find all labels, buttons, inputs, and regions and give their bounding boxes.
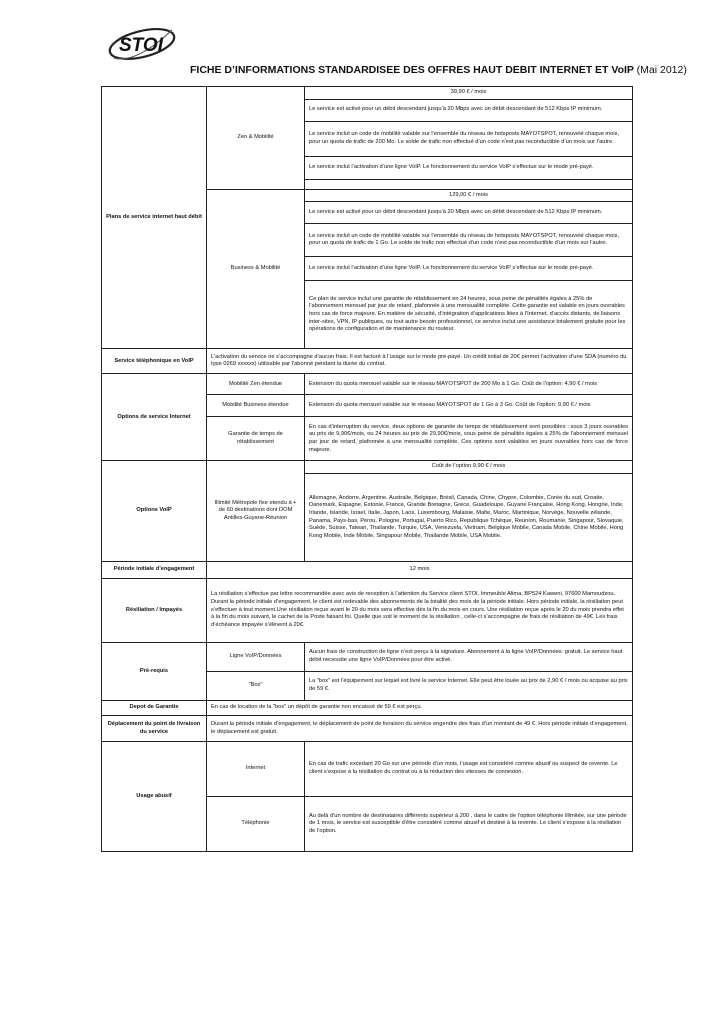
voip-service-label: Service téléphonique en VoIP [102, 349, 207, 374]
resiliation-text: La résiliation s’effectue par lettre recommandée avec avis de reception à l’attention du Service client STOI, Immeuble Alima, BP524 Kaweni, 97600 Mamoudzou. Durant la période initiale d’engagement, le client est redevable des abonnements de la totalité des mois de la période initiale. Hors période initiale, la résiliation peut s’effectuer à tout moment.Une résiliation reçue avant le 20 du mois sera effective dès la fin du mois en cours. Une résiliation reçue après le 20 du mois prendra effet à la fin du mois suivant, le cachet de la Poste faisant foi. Quelle que soit le moment de la résiliation , celle-ci s’accompagne de frais de résiliation de 49€. Les frais d’échéance impayée s’élèvent à 20€. [207, 579, 633, 643]
deplacement-text: Durant la période initiale d’engagement, le déplacement de point de livraison du service engendre des frais d’un montant de 49 €. Hors période initiale d’engagement, le déplacement est gratuit. [207, 716, 633, 742]
title-text: FICHE D’INFORMATIONS STANDARDISEE DES OFFRES HAUT DEBIT INTERNET ET VoIP [190, 64, 634, 76]
usage-internet-text: En cas de trafic excedant 20 Go sur une période d’un mois, l’usage est considéré comme abusif ou suspect de revente. Le client s’expose à la résiliation du contrat ou à la réduction des vitesses de connexion. [305, 742, 633, 797]
prerequis-label: Pré-requis [102, 643, 207, 701]
zen-row-mobility: Le service inclut un code de mobilité valable sur l’ensemble du réseau de hotsposts MAYOTSPOT, renouvelé chaque mois, pour un quota de trafic de 200 Mo. Le solde de trafic non effectué d’un code n’est pas reconductible d’un mois sur l’autre. [305, 121, 633, 156]
depot-label: Depot de Garantie [102, 701, 207, 716]
resiliation-label: Résiliation / Impayés [102, 579, 207, 643]
business-price: 129,00 € / mois [305, 189, 633, 202]
zen-row-voip: Le service inclut l’activation d’une ligne VoIP. Le fonctionnement du service VoIP s’effectue sur le mode pré-payé. [305, 156, 633, 179]
voip-destinations: Allemagne, Andorre, Argentine, Australie, Belgique, Brésil, Canada, Chine, Chypre, Colombie, Corée du sud, Croatie, Danemark, Espagne, Estonie, France, Grande Bretagne, Grece, Guadeloupe, Guyane Française, Hong Kong, Hongrie, Inde, Irlande, Islande, Israel, Italie, Japon, Laos, Luxembourg, Malaisie, Malte, Maroc, Martinique, Norvège, Nouvelle zélande, Panama, Pays-bas, Pérou, Pologne, Portugal, Puerto Rico, Republique Tchèque, Reunion, Roumanie, Singapour, Slovaquie, Suède, Suisse, Taiwan, Thailande, Turquie, USA, Venezuela, Vietnam, Belgique Mobile, Canada Mobile, Chine Mobile, Hong Kong Mobile, Inde Mobile, Singapour Mobile, Thailande Mobile, USA Mobile. [305, 474, 633, 562]
voip-options-label: Options VoIP [102, 461, 207, 562]
internet-options-label: Options de service Internet [102, 374, 207, 461]
voip-option-price: Coût de l’option 9,90 € / mois [305, 461, 633, 474]
option-guarantee-name: Garantie de temps de rétablissement [207, 417, 305, 461]
prerequis-box-name: "Box" [207, 672, 305, 701]
usage-phone-text: Au delà d’un nombre de destinataires différents supérieur à 200 , dans le cadre de l’option téléphonie illimitée, sur une période de 1 mois, le service est susceptible d’être considéré comme abusif et destiné à la revente. Le client s’expose à la résiliation de l’option. [305, 797, 633, 852]
plans-label: Plans de service internet haut débit [102, 87, 207, 349]
usage-internet-name: Internet [207, 742, 305, 797]
engagement-label: Période initiale d’engagement [102, 562, 207, 579]
voip-service-text: L’activation du service ne s’accompagne d’aucun frais. Il est facturé à l’usage sur le mode pré-payé. Un crédit initial de 20€ permet l’activation d’une SDA (numéro du type 0269 xxxxxx) utilisable par l’abonné pendant la durée du contrat. [207, 349, 633, 374]
prerequis-box-text: La "box" est l’équipement sur lequel est livré le service Internet. Elle peut être louée au prix de 2,90 € / mois ou acquise au prix de 59 €. [305, 672, 633, 701]
option-business-text: Extension du quota mensuel valable sur le réseau MAYOTSPOT de 1 Go à 3 Go. Coût de l’option: 9,90 € / mois [305, 395, 633, 417]
option-zen-text: Extension du quota mensuel valable sur le réseau MAYOTSPOT de 200 Mo à 1 Go. Coût de l’option: 4,90 € / mois [305, 374, 633, 395]
business-plan-name: Business & Mobilité [207, 189, 305, 349]
engagement-value: 12 mois [207, 562, 633, 579]
logo-text: STOI [119, 35, 163, 56]
zen-row-spacer [305, 179, 633, 189]
voip-option-name: Illimité Métropole fixe etendu à + de 60 destinations dont DOM Antilles-Guyane-Réunion [207, 461, 305, 562]
title-date: (Mai 2012) [636, 64, 687, 76]
zen-price: 39,90 € / mois [305, 87, 633, 100]
usage-label: Usage abusif [102, 742, 207, 852]
depot-text: En cas de location de la "box" un dépôt de garantie non encaissé de 59 € est perçu. [207, 701, 633, 716]
business-row-speed: Le service est activé pour un débit descendant jusqu’à 20 Mbps avec un débit descendant de 512 Kbps IP minimum. [305, 202, 633, 224]
zen-row-speed: Le service est activé pour un débit descendant jusqu’à 20 Mbps avec un débit descendant de 512 Kbps IP minimum. [305, 99, 633, 121]
option-business-name: Mobilité Business étendue [207, 395, 305, 417]
zen-plan-name: Zen & Mobilité [207, 87, 305, 190]
business-row-voip: Le service inclut l’activation d’une ligne VoIP. Le fonctionnement du service VoIP s’effectue sur le mode pré-payé. [305, 257, 633, 281]
business-row-guarantee: Ce plan de service inclut une garantie de rétablissement en 24 heures, sous peine de pénalités égales à 25% de l’abonnement mensuel par jour de retard, plafonnée à une mensualité complète. Cette garantie est valable en jours ouvrables hors cas de force majeure. En matière de sécurité, d’intégration d’applications liées à l’Internet, d’accès distants, de liaisons inter-sites, VPN, IP publiques, ou tout autre besoin professionnel, ce service inclut une assistance totalement gratuite pour les opérations de configuration et de maintenance du routeur. [305, 281, 633, 349]
option-guarantee-text: En cas d’interruption du service, deux options de garantie de temps de rétablissement sont possibles : sous 3 jours ouvrables au prix de 9,90€/mois, ou 24 heures au prix de 29,90€/mois, sous peine de pénalités égales à 25% de l’abonnement mensuel par jour de retard, plafonnée à une mensualité complète. Ces options sont valables en jours ouvrables hors cas de force majeure. [305, 417, 633, 461]
prerequis-line-name: Ligne VoIP/Données [207, 643, 305, 672]
offer-table [101, 86, 633, 852]
deplacement-label: Déplacement du point de livraison du service [102, 716, 207, 742]
business-row-mobility: Le service inclut un code de mobilité valable sur l’ensemble du réseau de hotsposts MAYOTSPOT, renouvelé chaque mois, pour un quota de trafic de 1 Go. Le solde de trafic non effectué d’un code n’est pas reconductible d’un mois sur l’autre. [305, 224, 633, 257]
option-zen-name: Mobilité Zen étendue [207, 374, 305, 395]
usage-phone-name: Téléphonie [207, 797, 305, 852]
page-title [190, 64, 710, 76]
stoi-logo [106, 18, 176, 68]
prerequis-line-text: Aucun frais de construction de ligne n’est perçu à la signature. Abonnement à la ligne VoIP/Données: gratuit. Le service haut débit necessite une ligne VoIP/Données pour être activé. [305, 643, 633, 672]
